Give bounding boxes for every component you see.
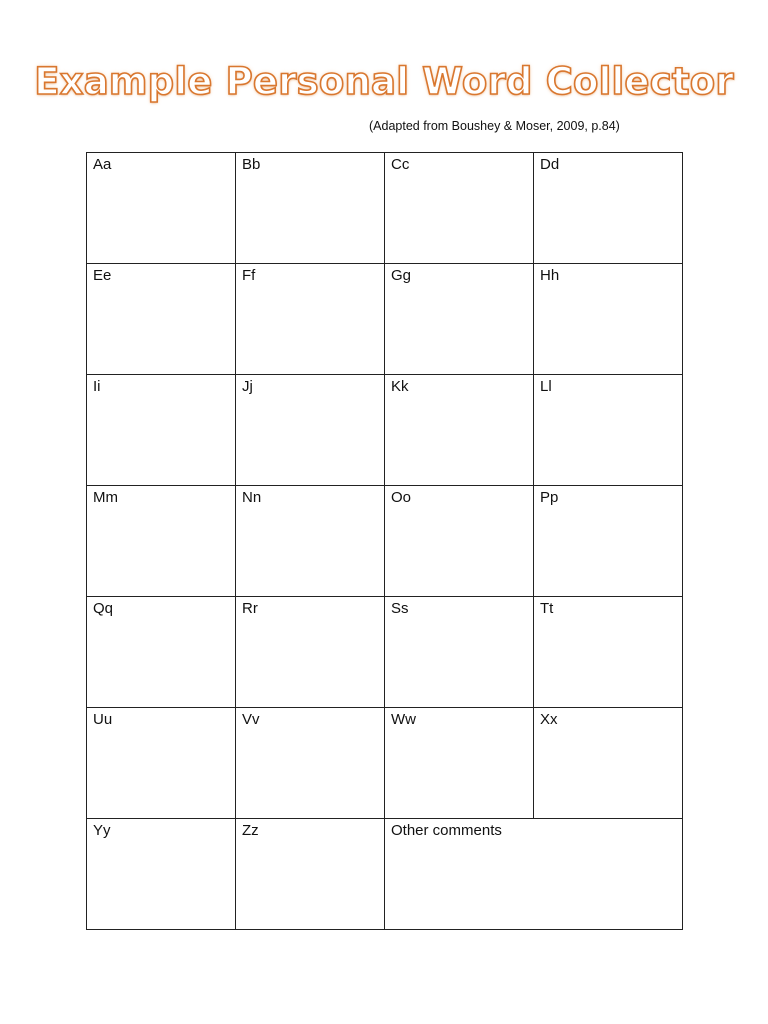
letter-cell-zz[interactable] <box>236 819 385 930</box>
letter-label: Xx <box>540 711 558 728</box>
letter-label: Ee <box>93 267 112 284</box>
letter-cell-hh[interactable] <box>534 264 683 375</box>
letter-cell-ff[interactable] <box>236 264 385 375</box>
letter-cell-nn[interactable] <box>236 486 385 597</box>
letter-label: Qq <box>93 600 114 617</box>
grid-row <box>87 486 683 597</box>
other-comments-label: Other comments <box>391 822 502 839</box>
letter-label: Cc <box>391 156 410 173</box>
letter-cell-ii[interactable] <box>87 375 236 486</box>
letter-cell-uu[interactable] <box>87 708 236 819</box>
grid-row <box>87 375 683 486</box>
letter-label: Pp <box>540 489 559 506</box>
letter-label: Hh <box>540 267 560 284</box>
letter-cell-vv[interactable] <box>236 708 385 819</box>
letter-label: Vv <box>242 711 260 728</box>
letter-cell-ee[interactable] <box>87 264 236 375</box>
letter-cell-tt[interactable] <box>534 597 683 708</box>
letter-label: Gg <box>391 267 412 284</box>
letter-label: Dd <box>540 156 560 173</box>
grid-row <box>87 708 683 819</box>
letter-label: Bb <box>242 156 261 173</box>
letter-label: Mm <box>93 489 118 506</box>
letter-cell-oo[interactable] <box>385 486 534 597</box>
grid-row <box>87 597 683 708</box>
other-comments-cell[interactable] <box>385 819 683 930</box>
letter-cell-aa[interactable] <box>87 153 236 264</box>
letter-cell-pp[interactable] <box>534 486 683 597</box>
letter-label: Uu <box>93 711 113 728</box>
letter-cell-ll[interactable] <box>534 375 683 486</box>
grid-row <box>87 153 683 264</box>
letter-label: Oo <box>391 489 412 506</box>
letter-label: Jj <box>242 378 253 395</box>
letter-label: Ss <box>391 600 409 617</box>
letter-cell-kk[interactable] <box>385 375 534 486</box>
word-collector-grid <box>86 152 683 930</box>
letter-label: Aa <box>93 156 112 173</box>
grid-row <box>87 264 683 375</box>
letter-cell-mm[interactable] <box>87 486 236 597</box>
letter-cell-yy[interactable] <box>87 819 236 930</box>
citation: (Adapted from Boushey & Moser, 2009, p.84) <box>369 119 620 133</box>
letter-cell-dd[interactable] <box>534 153 683 264</box>
letter-label: Ll <box>540 378 552 395</box>
letter-label: Tt <box>540 600 554 617</box>
letter-cell-bb[interactable] <box>236 153 385 264</box>
letter-label: Ii <box>93 378 101 395</box>
letter-label: Rr <box>242 600 258 617</box>
letter-label: Ww <box>391 711 416 728</box>
page-title: Example Personal Word Collector <box>34 60 734 103</box>
letter-cell-qq[interactable] <box>87 597 236 708</box>
letter-label: Yy <box>93 822 111 839</box>
letter-label: Ff <box>242 267 256 284</box>
letter-cell-xx[interactable] <box>534 708 683 819</box>
letter-cell-cc[interactable] <box>385 153 534 264</box>
letter-cell-ss[interactable] <box>385 597 534 708</box>
letter-cell-gg[interactable] <box>385 264 534 375</box>
letter-label: Kk <box>391 378 409 395</box>
letter-cell-rr[interactable] <box>236 597 385 708</box>
grid-row <box>87 819 683 930</box>
letter-cell-jj[interactable] <box>236 375 385 486</box>
letter-label: Nn <box>242 489 262 506</box>
letter-label: Zz <box>242 822 259 839</box>
letter-cell-ww[interactable] <box>385 708 534 819</box>
